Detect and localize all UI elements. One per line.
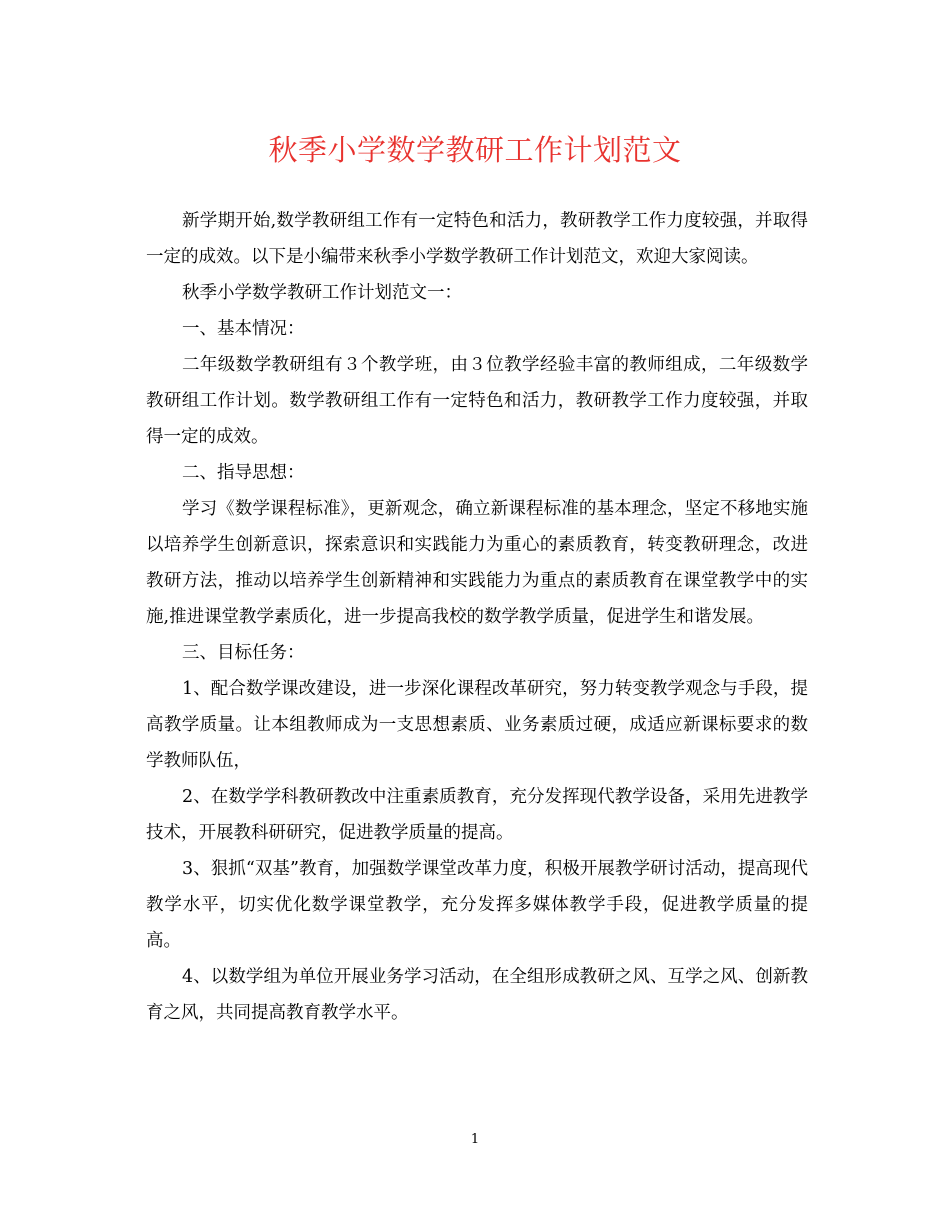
paragraph-basic-situation: 二年级数学教研组有３个教学班，由３位教学经验丰富的教师组成，二年级数学教研组工作计划。数学教研组工作有一定特色和活力，教研教学工作力度较强，并取得一定的成效。 xyxy=(146,355,808,447)
page-number: 1 xyxy=(470,1132,480,1147)
paragraph-goal-1: 1、配合数学课改建设，进一步深化课程改革研究，努力转变教学观念与手段，提高教学质量。让本组教师成为一支思想素质、业务素质过硬，成适应新课标要求的数学教师队伍， xyxy=(146,679,808,771)
heading-basic-situation: 一、基本情况： xyxy=(182,319,305,339)
paragraph-goal-4: 4、以数学组为单位开展业务学习活动，在全组形成教研之风、互学之风、创新教育之风，共同提高教育教学水平。 xyxy=(146,967,808,1023)
paragraph-goal-3: 3、狠抓“双基”教育，加强数学课堂改革力度，积极开展教学研讨活动，提高现代教学水平，切实优化数学课堂教学，充分发挥多媒体教学手段，促进教学质量的提高。 xyxy=(146,859,808,951)
heading-guiding-ideology: 二、指导思想： xyxy=(182,463,305,483)
paragraph-intro: 新学期开始,数学教研组工作有一定特色和活力，教研教学工作力度较强，并取得一定的成效。以下是小编带来秋季小学数学教研工作计划范文，欢迎大家阅读。 xyxy=(146,211,808,267)
paragraph-goal-2: 2、在数学学科教研教改中注重素质教育，充分发挥现代教学设备，采用先进教学技术，开展教科研研究，促进教学质量的提高。 xyxy=(146,787,808,843)
paragraph-guiding-ideology: 学习《数学课程标准》，更新观念，确立新课程标准的基本理念，坚定不移地实施以培养学生创新意识，探索意识和实践能力为重心的素质教育，转变教研理念，改进教研方法，推动以培养学生创新精神和实践能力为重点的素质教育在课堂教学中的实施,推进课堂教学素质化，进一步提高我校的数学教学质量，促进学生和谐发展。 xyxy=(146,499,808,627)
heading-goals-tasks: 三、目标任务： xyxy=(182,643,305,663)
paragraph-section-heading-one: 秋季小学数学教研工作计划范文一： xyxy=(182,283,462,303)
document-title: 秋季小学数学教研工作计划范文 xyxy=(268,133,682,167)
document-body xyxy=(146,203,808,1031)
